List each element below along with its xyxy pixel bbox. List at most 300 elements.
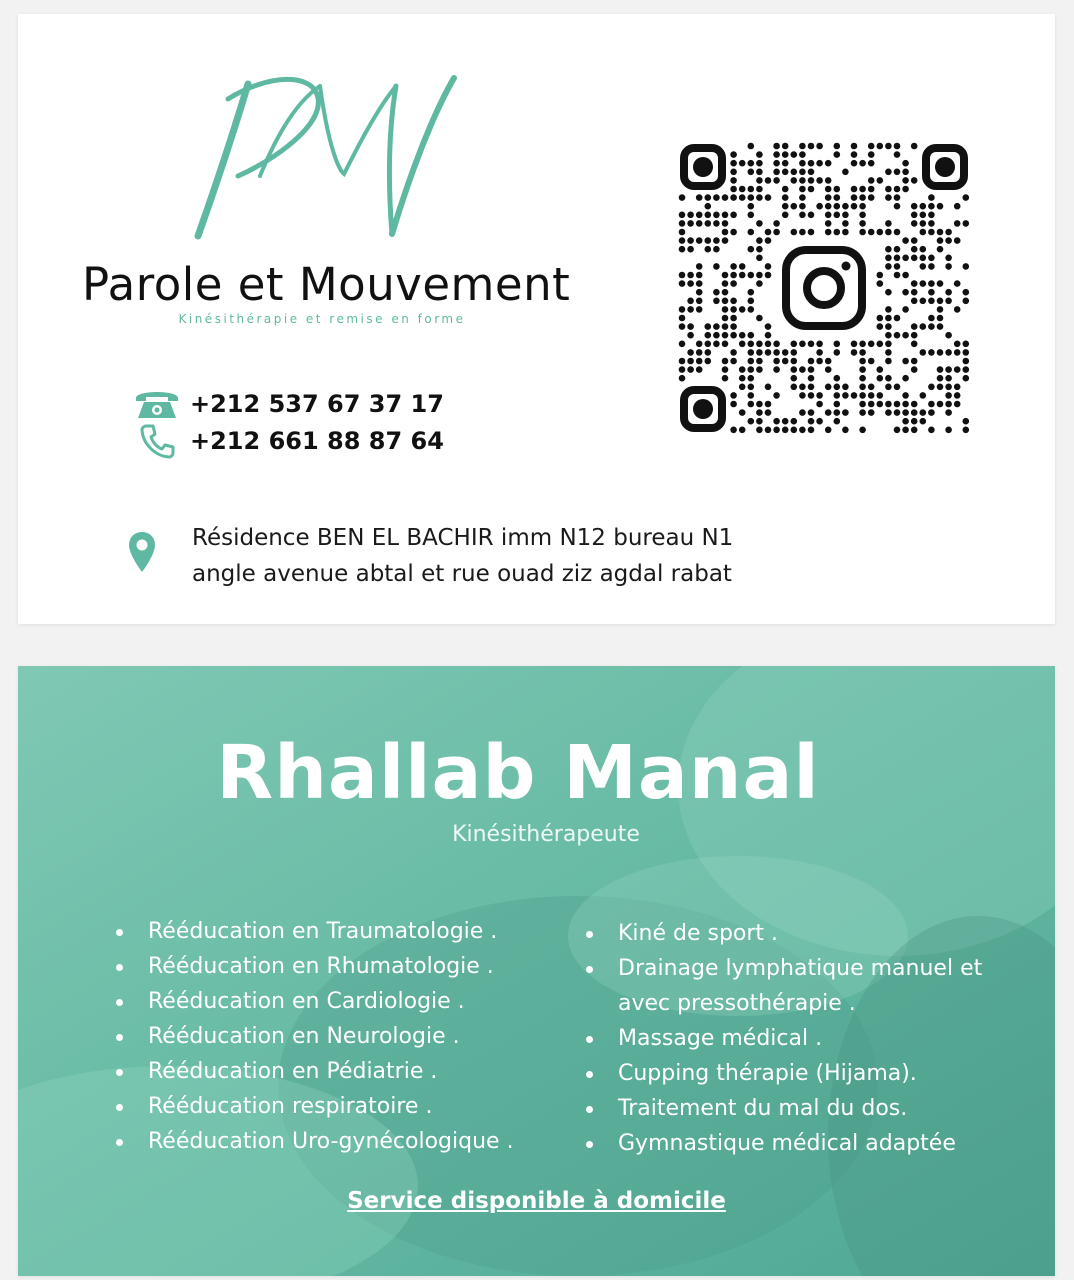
qr-module [705,358,712,365]
qr-module [868,409,875,416]
qr-module [782,212,789,219]
qr-module [834,203,841,210]
qr-module [945,289,952,296]
qr-module [696,358,703,365]
qr-module [834,194,841,201]
qr-module [842,229,849,236]
location-pin-icon [126,530,158,574]
qr-module [954,237,961,244]
qr-module [885,401,892,408]
qr-module [808,427,815,434]
qr-module [773,151,780,158]
qr-module [963,375,970,382]
qr-module [937,375,944,382]
qr-module [945,375,952,382]
qr-module [722,237,729,244]
qr-module [851,341,858,348]
qr-module [859,349,866,356]
qr-module [739,186,746,193]
qr-module [696,298,703,305]
qr-module [851,186,858,193]
qr-module [816,392,823,399]
qr-module [825,194,832,201]
qr-module [816,203,823,210]
qr-module [859,194,866,201]
qr-module [937,315,944,322]
qr-module [773,427,780,434]
qr-module [756,272,763,279]
qr-module [808,366,815,373]
qr-module [825,212,832,219]
qr-module [834,384,841,391]
qr-module [954,280,961,287]
qr-module [868,177,875,184]
qr-module [825,177,832,184]
qr-module [791,358,798,365]
qr-module [748,212,755,219]
qr-module [825,203,832,210]
qr-module [808,143,815,150]
qr-module [928,349,935,356]
qr-module [730,358,737,365]
qr-module [730,401,737,408]
qr-module [808,169,815,176]
qr-module [722,220,729,227]
qr-module [705,194,712,201]
qr-module [748,375,755,382]
qr-module [748,143,755,150]
qr-module [679,194,686,201]
qr-module [679,272,686,279]
qr-module [687,280,694,287]
qr-module [773,160,780,167]
qr-module [868,341,875,348]
qr-module [765,177,772,184]
qr-module [834,392,841,399]
phone-row-mobile[interactable] [132,423,444,459]
qr-module [877,177,884,184]
qr-module [722,358,729,365]
qr-module [782,427,789,434]
qr-module [765,349,772,356]
qr-module [859,384,866,391]
qr-module [877,375,884,382]
qr-module [885,384,892,391]
qr-module [791,375,798,382]
phone-number-landline: +212 537 67 37 17 [190,390,444,418]
qr-module [679,358,686,365]
qr-module [937,306,944,313]
qr-module [963,298,970,305]
qr-module [842,220,849,227]
qr-module [937,229,944,236]
qr-module [894,186,901,193]
qr-module [808,160,815,167]
qr-module [808,229,815,236]
qr-module [799,194,806,201]
qr-module [756,401,763,408]
qr-module [885,349,892,356]
qr-module [730,280,737,287]
qr-module [954,306,961,313]
address-line-2: angle avenue abtal et rue ouad ziz agdal rabat [192,561,732,587]
qr-module [945,298,952,305]
list-item: Gymnastique médical adaptée [586,1126,1026,1161]
qr-module [816,401,823,408]
qr-module [791,151,798,158]
qr-module [859,375,866,382]
qr-module [808,375,815,382]
qr-module [842,409,849,416]
business-card-back [18,666,1055,1276]
qr-module [756,341,763,348]
qr-module [722,194,729,201]
qr-module [963,341,970,348]
qr-module [945,427,952,434]
qr-module [911,203,918,210]
qr-module [808,341,815,348]
qr-module [730,194,737,201]
qr-module [808,212,815,219]
qr-module [722,306,729,313]
qr-module [799,177,806,184]
qr-module [877,323,884,330]
phone-row-landline[interactable] [132,386,444,422]
qr-module [799,341,806,348]
qr-module [739,194,746,201]
qr-module [928,298,935,305]
qr-module [894,263,901,270]
qr-module [928,427,935,434]
qr-module [842,427,849,434]
qr-module [687,246,694,253]
qr-module [911,255,918,262]
qr-module [894,427,901,434]
qr-module [963,289,970,296]
list-item: Rééducation Uro-gynécologique . [116,1124,566,1159]
qr-module [937,366,944,373]
list-item: Kiné de sport . [586,916,1026,951]
qr-module [687,306,694,313]
qr-module [756,427,763,434]
qr-module [748,169,755,176]
qr-module [825,220,832,227]
qr-module [937,349,944,356]
qr-module [894,384,901,391]
qr-module [687,220,694,227]
qr-module [739,160,746,167]
qr-module [722,315,729,322]
qr-module [705,212,712,219]
qr-module [911,220,918,227]
qr-module [963,418,970,425]
qr-module [963,427,970,434]
qr-module [705,203,712,210]
qr-module [920,323,927,330]
qr-module [713,237,720,244]
qr-module [705,220,712,227]
qr-module [765,409,772,416]
qr-module [748,229,755,236]
qr-module [859,220,866,227]
qr-module [868,186,875,193]
qr-module [859,212,866,219]
qr-module [937,203,944,210]
qr-module [825,366,832,373]
qr-module [885,341,892,348]
qr-module [773,349,780,356]
qr-module [834,375,841,382]
qr-module [722,229,729,236]
qr-module [877,392,884,399]
brand-tagline: Kinésithérapie et remise en forme [178,312,466,326]
qr-module [920,263,927,270]
qr-module [705,323,712,330]
instagram-qr-code[interactable] [678,142,970,434]
qr-module [868,151,875,158]
services-list-left [116,914,566,1159]
list-item: Rééducation en Neurologie . [116,1019,566,1054]
qr-module [859,366,866,373]
qr-module [816,358,823,365]
qr-module [894,194,901,201]
qr-module [705,349,712,356]
qr-module [756,169,763,176]
qr-module [877,280,884,287]
qr-module [713,341,720,348]
qr-module [859,341,866,348]
qr-module [756,366,763,373]
qr-module [859,203,866,210]
qr-module [902,169,909,176]
qr-module [756,246,763,253]
qr-module [791,384,798,391]
qr-module [713,212,720,219]
qr-module [773,341,780,348]
qr-module [894,229,901,236]
qr-module [696,263,703,270]
qr-module [756,358,763,365]
qr-module [791,203,798,210]
qr-module [808,418,815,425]
qr-module [696,341,703,348]
qr-module [679,229,686,236]
qr-module [756,418,763,425]
qr-module [791,341,798,348]
qr-module [894,169,901,176]
qr-module [765,384,772,391]
qr-module [963,349,970,356]
qr-module [748,272,755,279]
qr-module [816,143,823,150]
qr-module [920,349,927,356]
qr-module [799,212,806,219]
qr-module [859,401,866,408]
qr-module [791,229,798,236]
qr-module [963,263,970,270]
qr-module [868,358,875,365]
qr-module [748,358,755,365]
qr-module [816,160,823,167]
qr-module [902,237,909,244]
qr-module [894,255,901,262]
qr-module [799,203,806,210]
qr-module [877,341,884,348]
qr-module [954,392,961,399]
qr-module [885,289,892,296]
qr-module [868,392,875,399]
qr-module [730,323,737,330]
qr-module [851,143,858,150]
qr-module [679,212,686,219]
qr-module [902,177,909,184]
qr-module [945,237,952,244]
qr-module [679,237,686,244]
qr-module [954,384,961,391]
list-item: Rééducation en Cardiologie . [116,984,566,1019]
qr-module [730,392,737,399]
qr-module [885,306,892,313]
list-item: Drainage lymphatique manuel et avec pressothérapie . [586,951,1026,1021]
qr-module [825,229,832,236]
qr-module [911,401,918,408]
qr-module [799,409,806,416]
qr-module [765,401,772,408]
qr-module [773,392,780,399]
qr-module [911,246,918,253]
qr-module [885,143,892,150]
qr-module [696,220,703,227]
qr-module [748,160,755,167]
qr-module [859,186,866,193]
qr-module [722,323,729,330]
qr-module [696,280,703,287]
qr-module [945,229,952,236]
qr-module [748,392,755,399]
qr-module [902,289,909,296]
qr-module [945,349,952,356]
qr-module [963,358,970,365]
qr-module [911,409,918,416]
qr-module [773,220,780,227]
qr-module [773,229,780,236]
qr-module [928,401,935,408]
qr-module [791,366,798,373]
qr-module [713,289,720,296]
phone-number-mobile: +212 661 88 87 64 [190,427,444,455]
qr-module [773,418,780,425]
qr-module [902,160,909,167]
qr-module [687,272,694,279]
qr-module [756,349,763,356]
instagram-icon [778,242,870,334]
qr-module [687,212,694,219]
qr-module [902,418,909,425]
qr-module [902,186,909,193]
qr-module [782,349,789,356]
qr-module [687,237,694,244]
qr-module [782,418,789,425]
qr-module [877,229,884,236]
qr-module [851,194,858,201]
mobile-phone-icon [132,423,182,459]
qr-module [679,246,686,253]
qr-module [834,212,841,219]
qr-module [842,384,849,391]
qr-module [920,392,927,399]
qr-module [868,194,875,201]
qr-module [902,272,909,279]
qr-module [799,151,806,158]
qr-module [868,229,875,236]
qr-module [963,220,970,227]
qr-module [928,229,935,236]
qr-module [791,169,798,176]
qr-module [791,177,798,184]
qr-module [954,341,961,348]
qr-module [963,366,970,373]
qr-module [739,332,746,339]
qr-module [954,220,961,227]
qr-module [808,409,815,416]
qr-module [748,384,755,391]
qr-module [713,263,720,270]
qr-module [885,255,892,262]
qr-module [756,151,763,158]
qr-module [920,280,927,287]
qr-module [851,392,858,399]
qr-module [894,401,901,408]
qr-module [696,289,703,296]
qr-module [773,169,780,176]
qr-module [679,315,686,322]
qr-module [730,177,737,184]
qr-module [722,298,729,305]
qr-module [799,366,806,373]
qr-module [834,418,841,425]
qr-module [773,358,780,365]
qr-module [730,298,737,305]
qr-module [902,427,909,434]
qr-module [748,203,755,210]
qr-module [765,263,772,270]
qr-module [920,409,927,416]
qr-module [816,349,823,356]
qr-module [911,280,918,287]
qr-module [773,177,780,184]
qr-module [894,409,901,416]
qr-module [773,366,780,373]
qr-module [825,186,832,193]
qr-module [773,143,780,150]
qr-module [868,143,875,150]
qr-module [842,212,849,219]
qr-module [877,401,884,408]
qr-module [679,366,686,373]
qr-module [756,194,763,201]
qr-module [748,366,755,373]
qr-module [687,323,694,330]
qr-module [722,332,729,339]
qr-module [756,280,763,287]
qr-module [954,366,961,373]
qr-module [877,366,884,373]
qr-module [954,203,961,210]
list-item: Rééducation en Rhumatologie . [116,949,566,984]
qr-module [834,186,841,193]
qr-module [825,160,832,167]
qr-module [722,341,729,348]
